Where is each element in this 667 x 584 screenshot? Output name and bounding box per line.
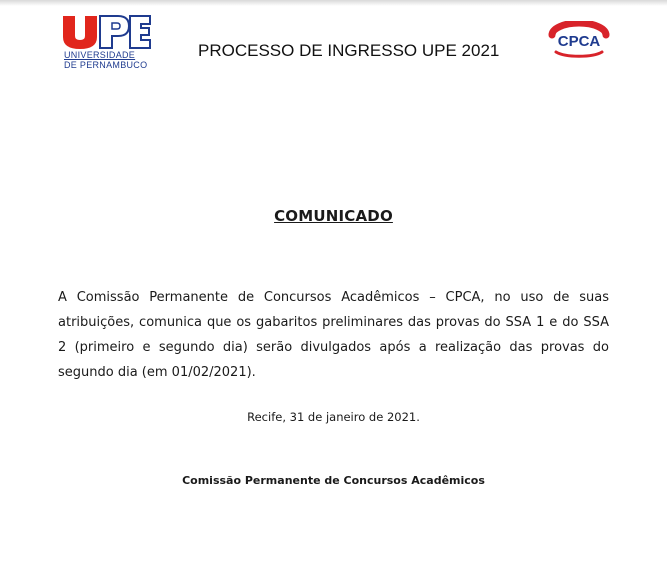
- document-heading: [0, 206, 667, 225]
- page-title: PROCESSO DE INGRESSO UPE 2021: [198, 41, 500, 60]
- announcement-paragraph: A Comissão Permanente de Concursos Acadêmicos – CPCA, no uso de suas atribuições, comunica que os gabaritos preliminares das provas do SSA 1 e do SSA 2 (primeiro e segundo dia) serão divulgados após a realização das provas do segundo dia (em 01/02/2021).: [58, 290, 609, 380]
- signature-line: Comissão Permanente de Concursos Acadêmicos: [182, 474, 485, 487]
- upe-logo-mark: [60, 14, 152, 50]
- cpca-logo: [546, 21, 612, 61]
- upe-logo-line1: UNIVERSIDADE: [64, 50, 136, 60]
- document-header: [0, 0, 667, 80]
- cpca-logo-text: CPCA: [557, 33, 601, 50]
- cpca-logo-mark: [546, 21, 612, 61]
- upe-logo: [60, 14, 152, 70]
- heading-text: COMUNICADO: [274, 207, 393, 225]
- date-line: Recife, 31 de janeiro de 2021.: [247, 410, 420, 424]
- upe-logo-line2: DE PERNAMBUCO: [64, 60, 148, 70]
